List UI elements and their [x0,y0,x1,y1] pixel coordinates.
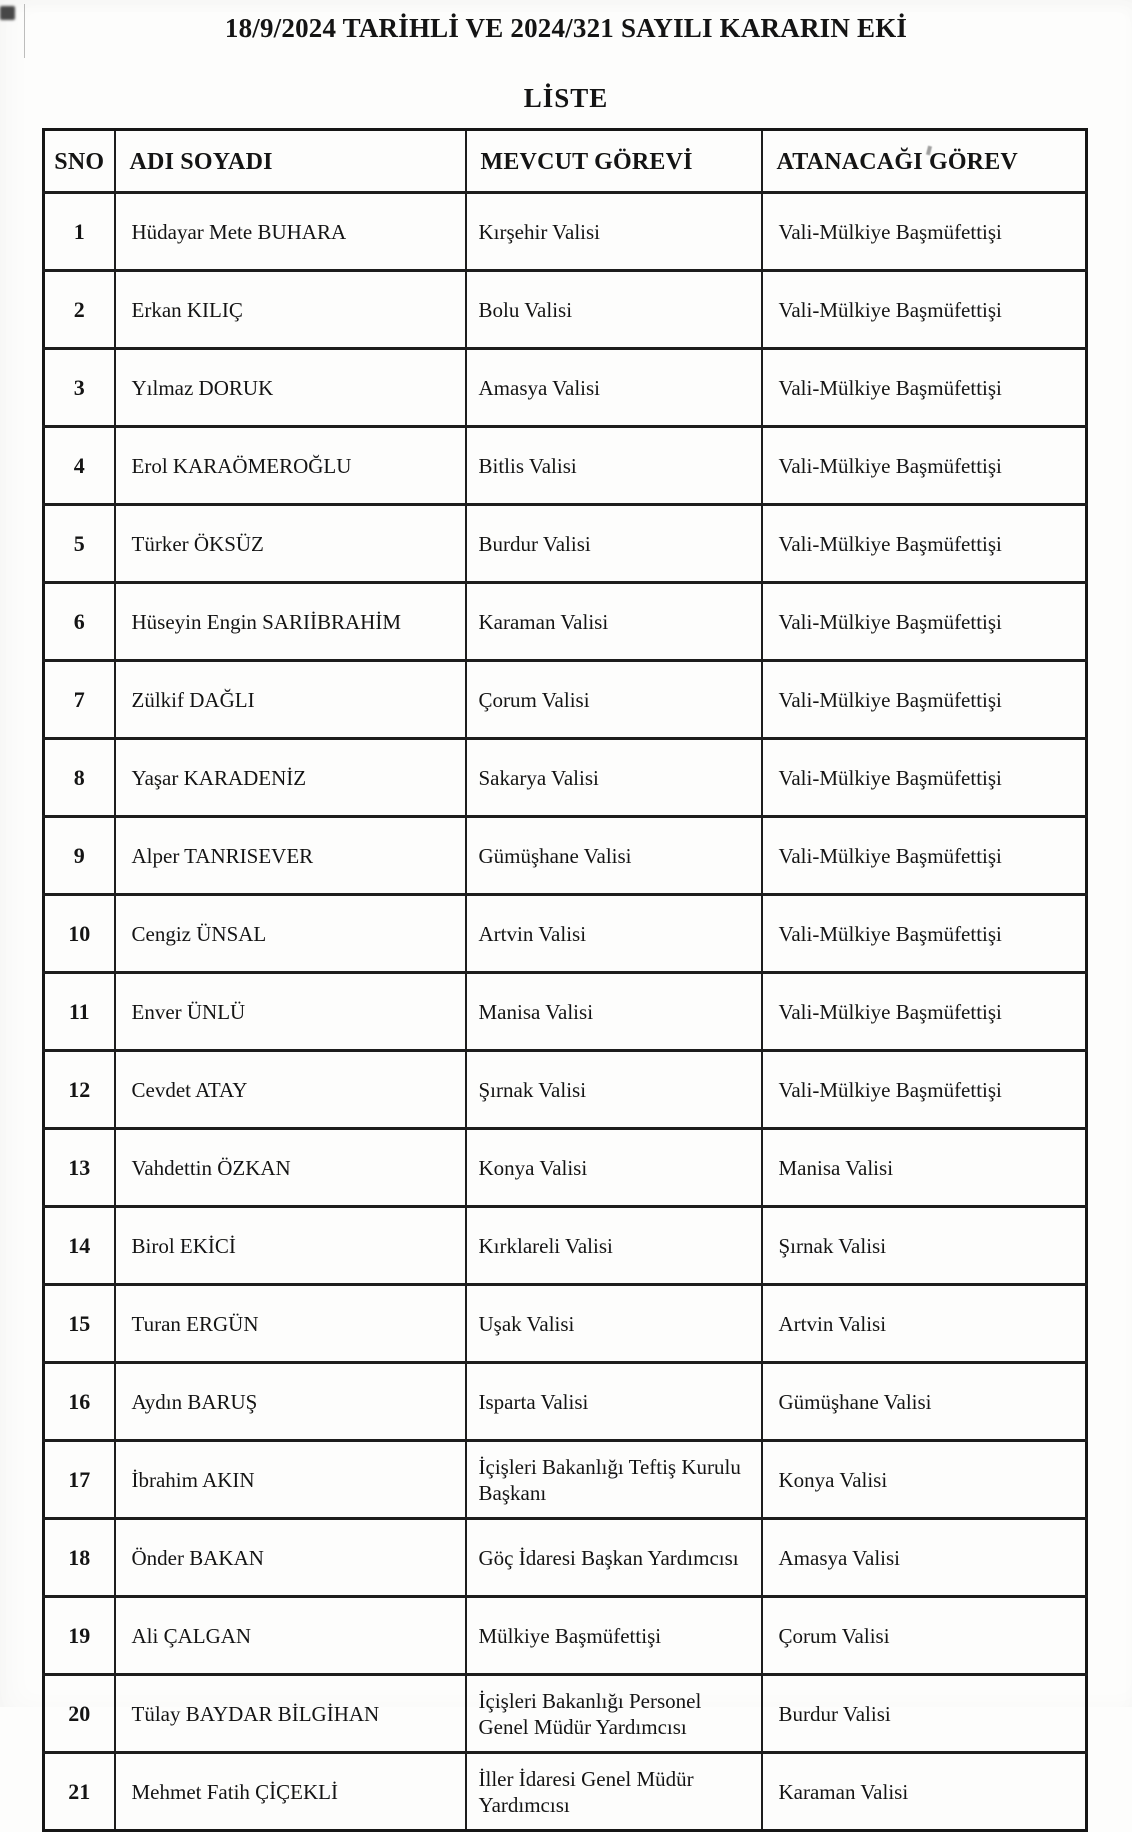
cell-current-role: İçişleri Bakanlığı Teftiş Kurulu Başkanı [466,1441,762,1519]
cell-sno: 9 [44,817,115,895]
cell-sno: 19 [44,1597,115,1675]
cell-sno: 10 [44,895,115,973]
cell-name: Hüseyin Engin SARIİBRAHİM [115,583,466,661]
cell-sno: 16 [44,1363,115,1441]
table-row [44,505,1087,583]
cell-current-role: Kırşehir Valisi [466,193,762,271]
cell-sno: 14 [44,1207,115,1285]
table-row [44,1753,1087,1831]
table-row [44,661,1087,739]
assignment-table [42,128,1088,1832]
cell-new-role: Artvin Valisi [762,1285,1087,1363]
cell-name: Cevdet ATAY [115,1051,466,1129]
cell-new-role: Vali-Mülkiye Başmüfettişi [762,1051,1087,1129]
cell-sno: 17 [44,1441,115,1519]
table-row [44,895,1087,973]
cell-current-role: Sakarya Valisi [466,739,762,817]
cell-new-role: Vali-Mülkiye Başmüfettişi [762,817,1087,895]
cell-name: Yılmaz DORUK [115,349,466,427]
cell-name: Birol EKİCİ [115,1207,466,1285]
cell-new-role: Vali-Mülkiye Başmüfettişi [762,973,1087,1051]
cell-current-role: Uşak Valisi [466,1285,762,1363]
table-row [44,1285,1087,1363]
cell-current-role: Göç İdaresi Başkan Yardımcısı [466,1519,762,1597]
table-row [44,739,1087,817]
cell-name: Cengiz ÜNSAL [115,895,466,973]
cell-name: Hüdayar Mete BUHARA [115,193,466,271]
header-new-role: ATANACAĞI GÖREV [762,130,1087,193]
table-row [44,1051,1087,1129]
cell-name: Erol KARAÖMEROĞLU [115,427,466,505]
header-sno: SNO [44,130,115,193]
cell-new-role: Vali-Mülkiye Başmüfettişi [762,349,1087,427]
table-row [44,271,1087,349]
cell-new-role: Konya Valisi [762,1441,1087,1519]
cell-sno: 18 [44,1519,115,1597]
cell-current-role: Karaman Valisi [466,583,762,661]
cell-new-role: Vali-Mülkiye Başmüfettişi [762,739,1087,817]
header-row [44,130,1087,193]
cell-sno: 3 [44,349,115,427]
cell-sno: 6 [44,583,115,661]
table-row [44,1363,1087,1441]
cell-new-role: Şırnak Valisi [762,1207,1087,1285]
table-row [44,1441,1087,1519]
table-row [44,193,1087,271]
header-current-role: MEVCUT GÖREVİ [466,130,762,193]
cell-new-role: Manisa Valisi [762,1129,1087,1207]
cell-sno: 1 [44,193,115,271]
cell-name: Alper TANRISEVER [115,817,466,895]
assignment-table-header [44,130,1087,193]
cell-new-role: Çorum Valisi [762,1597,1087,1675]
cell-current-role: Gümüşhane Valisi [466,817,762,895]
cell-name: Yaşar KARADENİZ [115,739,466,817]
cell-current-role: Isparta Valisi [466,1363,762,1441]
table-row [44,1675,1087,1753]
cell-sno: 2 [44,271,115,349]
cell-current-role: Kırklareli Valisi [466,1207,762,1285]
cell-name: Mehmet Fatih ÇİÇEKLİ [115,1753,466,1831]
cell-new-role: Gümüşhane Valisi [762,1363,1087,1441]
cell-current-role: Çorum Valisi [466,661,762,739]
cell-sno: 5 [44,505,115,583]
list-label: LİSTE [523,83,609,113]
cell-current-role: İller İdaresi Genel Müdür Yardımcısı [466,1753,762,1831]
table-row [44,349,1087,427]
cell-name: Enver ÜNLÜ [115,973,466,1051]
cell-current-role: Bitlis Valisi [466,427,762,505]
table-row [44,817,1087,895]
cell-sno: 8 [44,739,115,817]
cell-current-role: Manisa Valisi [466,973,762,1051]
cell-sno: 4 [44,427,115,505]
cell-name: Vahdettin ÖZKAN [115,1129,466,1207]
cell-new-role: Burdur Valisi [762,1675,1087,1753]
cell-new-role: Vali-Mülkiye Başmüfettişi [762,193,1087,271]
table-row [44,427,1087,505]
cell-name: Erkan KILIÇ [115,271,466,349]
cell-sno: 21 [44,1753,115,1831]
cell-name: Zülkif DAĞLI [115,661,466,739]
cell-current-role: Konya Valisi [466,1129,762,1207]
cell-new-role: Vali-Mülkiye Başmüfettişi [762,271,1087,349]
cell-sno: 11 [44,973,115,1051]
table-row [44,973,1087,1051]
cell-name: Türker ÖKSÜZ [115,505,466,583]
cell-new-role: Vali-Mülkiye Başmüfettişi [762,427,1087,505]
cell-name: Önder BAKAN [115,1519,466,1597]
table-row [44,583,1087,661]
cell-current-role: Mülkiye Başmüfettişi [466,1597,762,1675]
document-title: 18/9/2024 TARİHLİ VE 2024/321 SAYILI KARARIN EKİ [224,13,908,43]
header-name: ADI SOYADI [115,130,466,193]
cell-current-role: Artvin Valisi [466,895,762,973]
cell-name: İbrahim AKIN [115,1441,466,1519]
cell-new-role: Vali-Mülkiye Başmüfettişi [762,505,1087,583]
table-row [44,1519,1087,1597]
table-row [44,1207,1087,1285]
cell-current-role: Amasya Valisi [466,349,762,427]
cell-sno: 7 [44,661,115,739]
table-row [44,1597,1087,1675]
cell-sno: 13 [44,1129,115,1207]
table-row [44,1129,1087,1207]
cell-name: Tülay BAYDAR BİLGİHAN [115,1675,466,1753]
cell-new-role: Karaman Valisi [762,1753,1087,1831]
cell-new-role: Vali-Mülkiye Başmüfettişi [762,583,1087,661]
cell-name: Ali ÇALGAN [115,1597,466,1675]
cell-current-role: Burdur Valisi [466,505,762,583]
cell-new-role: Vali-Mülkiye Başmüfettişi [762,661,1087,739]
cell-current-role: Şırnak Valisi [466,1051,762,1129]
cell-new-role: Amasya Valisi [762,1519,1087,1597]
cell-current-role: Bolu Valisi [466,271,762,349]
cell-sno: 15 [44,1285,115,1363]
assignment-table-body [44,193,1087,1831]
cell-new-role: Vali-Mülkiye Başmüfettişi [762,895,1087,973]
cell-sno: 20 [44,1675,115,1753]
cell-name: Aydın BARUŞ [115,1363,466,1441]
cell-current-role: İçişleri Bakanlığı Personel Genel Müdür Yardımcısı [466,1675,762,1753]
cell-name: Turan ERGÜN [115,1285,466,1363]
cell-sno: 12 [44,1051,115,1129]
